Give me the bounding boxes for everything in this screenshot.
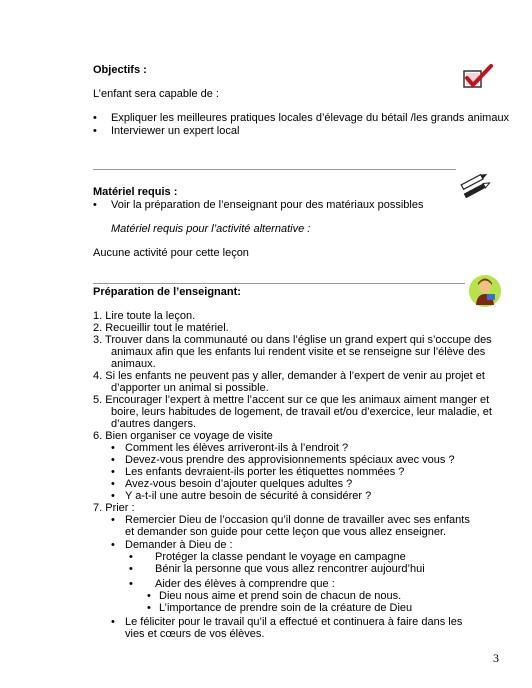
bullet-glyph: • [93, 125, 97, 137]
prep-step-5: 5. Encourager l’expert à mettre l’accent sur ce que les animaux aiment manger et [93, 394, 490, 406]
materiel-item: Voir la préparation de l’enseignant pour des matériaux possibles [111, 199, 424, 211]
materiel-alt-heading: Matériel requis pour l’activité alternative : [111, 223, 311, 235]
bullet-glyph: • [111, 454, 115, 466]
prep-step-6-item: Y a-t-il une autre besoin de sécurité à considérer ? [125, 490, 372, 502]
objectifs-heading: Objectifs : [93, 64, 147, 76]
prep-step-7-item: Demander à Dieu de : [125, 539, 233, 551]
bullet-glyph: • [111, 514, 115, 526]
prep-step-4: 4. Si les enfants ne peuvent pas y aller, demander à l’expert de venir au projet et [93, 370, 485, 382]
section-divider [93, 169, 456, 170]
prep-step-7-item-cont: vies et cœurs de vos élèves. [125, 628, 265, 640]
prep-step-7-item: Remercier Dieu de l’occasion qu’il donne de travailler avec ses enfants [125, 514, 470, 526]
prep-step-3-cont: animaux afin que les enfants lui rendent visite et se renseigne sur l’élève des [111, 346, 486, 358]
prayer-subitem: Protéger la classe pendant le voyage en campagne [155, 551, 406, 563]
prep-step-7-item: Le féliciter pour le travail qu’il a effectué et continuera à faire dans les [125, 616, 463, 628]
bullet-glyph: • [111, 478, 115, 490]
prep-step-6-item: Comment les élèves arriveront-ils à l’endroit ? [125, 442, 349, 454]
materiel-heading: Matériel requis : [93, 186, 178, 198]
objectif-item: Expliquer les meilleures pratiques locales d’élevage du bétail /les grands animaux [111, 112, 510, 124]
prep-step-2: 2. Recueillir tout le matériel. [93, 322, 229, 334]
teacher-icon [468, 274, 502, 308]
bullet-glyph: • [93, 199, 97, 211]
prayer-subsubitem: Dieu nous aime et prend soin de chacun de nous. [159, 590, 402, 602]
objectif-item: Interviewer un expert local [111, 125, 240, 137]
bullet-glyph: • [111, 616, 115, 628]
prep-step-5-cont: boire, leurs habitudes de logement, de travail et/ou d’exercice, leur maladie, et [111, 406, 492, 418]
prayer-subsubitem: L’importance de prendre soin de la créature de Dieu [159, 602, 413, 614]
bullet-glyph: • [147, 590, 151, 602]
prep-step-6-item: Les enfants devraient-ils porter les étiquettes nommées ? [125, 466, 405, 478]
bullet-glyph: • [111, 490, 115, 502]
section-divider [93, 283, 465, 284]
prayer-subitem: Bénir la personne que vous allez rencontrer aujourd’hui [155, 563, 425, 575]
pencil-crayon-icon [459, 172, 493, 198]
prep-step-3-cont: animaux. [111, 358, 156, 370]
checkbox-check-icon [463, 64, 493, 90]
prep-step-5-cont: d’autres dangers. [111, 418, 196, 430]
bullet-glyph: • [129, 578, 133, 590]
bullet-glyph: • [129, 551, 133, 563]
bullet-glyph: • [111, 539, 115, 551]
bullet-glyph: • [111, 466, 115, 478]
prayer-subitem: Aider des élèves à comprendre que : [155, 578, 335, 590]
prep-step-6-item: Devez-vous prendre des approvisionnements spéciaux avec vous ? [125, 454, 455, 466]
bullet-glyph: • [111, 442, 115, 454]
prep-step-1: 1. Lire toute la leçon. [93, 310, 196, 322]
prep-step-3: 3. Trouver dans la communauté ou dans l’église un grand expert qui s’occupe des [93, 334, 492, 346]
prep-step-7: 7. Prier : [93, 502, 135, 514]
objectifs-intro: L’enfant sera capable de : [93, 88, 219, 100]
materiel-alt-text: Aucune activité pour cette leçon [93, 247, 249, 259]
bullet-glyph: • [129, 563, 133, 575]
page-number: 3 [493, 651, 499, 665]
preparation-heading: Préparation de l’enseignant: [93, 286, 241, 298]
bullet-glyph: • [93, 112, 97, 124]
prep-step-7-item-cont: et demander son guide pour cette leçon que vous allez enseigner. [125, 526, 447, 538]
bullet-glyph: • [147, 602, 151, 614]
prep-step-6-item: Avez-vous besoin d’ajouter quelques adultes ? [125, 478, 353, 490]
prep-step-4-cont: d’apporter un animal si possible. [111, 382, 269, 394]
prep-step-6: 6. Bien organiser ce voyage de visite [93, 430, 273, 442]
